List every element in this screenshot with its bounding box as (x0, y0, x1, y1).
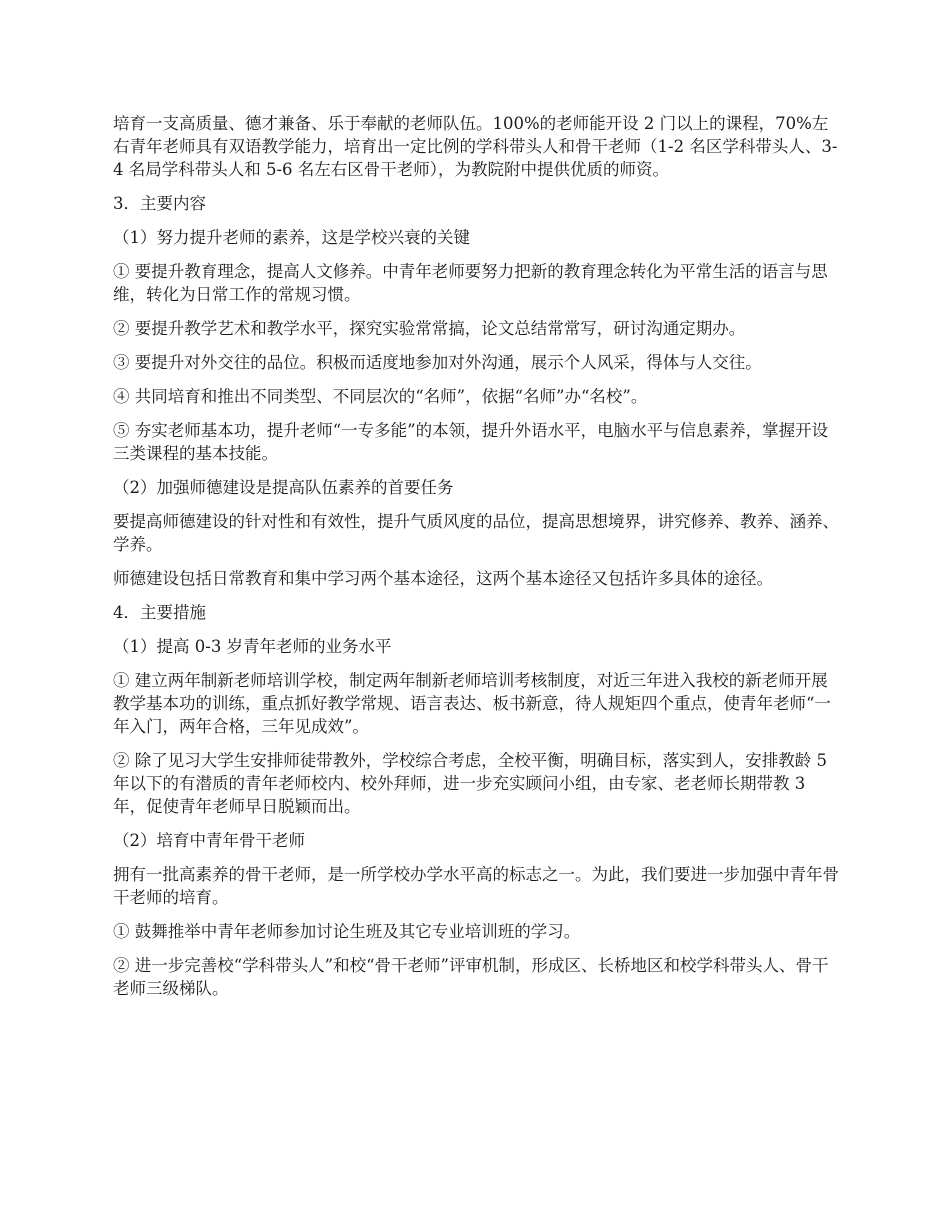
list-item-basic-skills: ⑤ 夯实老师基本功，提升老师“一专多能”的本领，提升外语水平，电脑水平与信息素养，掌握开设三类课程的基本技能。 (113, 421, 829, 463)
list-item-external-communication: ③ 要提升对外交往的品位。积极而适度地参加对外沟通，展示个人风采，得体与人交往。 (113, 353, 762, 372)
section-heading-main-measures: 4．主要措施 (113, 603, 206, 622)
list-item-training-classes: ① 鼓舞推举中青年老师参加讨论生班及其它专业培训班的学习。 (113, 922, 581, 941)
list-item-training-school: ① 建立两年制新老师培训学校，制定两年制新老师培训考核制度，对近三年进入我校的新老师开展教学基本功的训练，重点抓好教学常规、语言表达、板书新意，待人规矩四个重点，使青年老师“一年入门，两年合格，三年见成效”。 (113, 671, 831, 736)
subheading-backbone-teachers: （2）培育中青年骨干老师 (113, 831, 305, 850)
section-heading-main-content: 3．主要内容 (113, 194, 206, 213)
subheading-young-teachers: （1）提高 0-3 岁青年老师的业务水平 (113, 637, 392, 656)
list-item-education-concept: ① 要提升教育理念，提高人文修养。中青年老师要努力把新的教育理念转化为平常生活的语言与思维，转化为日常工作的常规习惯。 (113, 262, 828, 304)
paragraph-team-goal: 培育一支高质量、德才兼备、乐于奉献的老师队伍。100%的老师能开设 2 门以上的课程，70%左右青年老师具有双语教学能力，培育出一定比例的学科带头人和骨干老师（1-2 名区学科带头人、3-4 名局学科带头人和 5-6 名左右区骨干老师），为教院附中提供优质的师资。 (113, 114, 838, 179)
list-item-evaluation-mechanism: ② 进一步完善校“学科带头人”和校“骨干老师”评审机制，形成区、长桥地区和校学科带头人、骨干老师三级梯队。 (113, 956, 829, 998)
list-item-teaching-art: ② 要提升教学艺术和教学水平，探究实验常常搞，论文总结常常写，研讨沟通定期办。 (113, 319, 746, 338)
paragraph-backbone-importance: 拥有一批高素养的骨干老师，是一所学校办学水平高的标志之一。为此，我们要进一步加强中青年骨干老师的培育。 (113, 865, 839, 907)
subheading-teacher-ethics: （2）加强师德建设是提高队伍素养的首要任务 (113, 478, 454, 497)
list-item-famous-teachers: ④ 共同培育和推出不同类型、不同层次的“名师”，依据“名师”办“名校”。 (113, 387, 648, 406)
list-item-mentorship: ② 除了见习大学生安排师徒带教外，学校综合考虑，全校平衡，明确目标，落实到人，安排教龄 5 年以下的有潜质的青年老师校内、校外拜师，进一步充实顾问小组，由专家、老老师长期带教 3 年，促使青年老师早日脱颖而出。 (113, 751, 827, 816)
subheading-teacher-quality: （1）努力提升老师的素养，这是学校兴衰的关键 (113, 228, 470, 247)
document-page (113, 112, 843, 1011)
paragraph-ethics-approaches: 师德建设包括日常教育和集中学习两个基本途径，这两个基本途径又包括许多具体的途径。 (113, 569, 773, 588)
paragraph-ethics-effectiveness: 要提高师德建设的针对性和有效性，提升气质风度的品位，提高思想境界，讲究修养、教养、涵养、学养。 (113, 512, 839, 554)
